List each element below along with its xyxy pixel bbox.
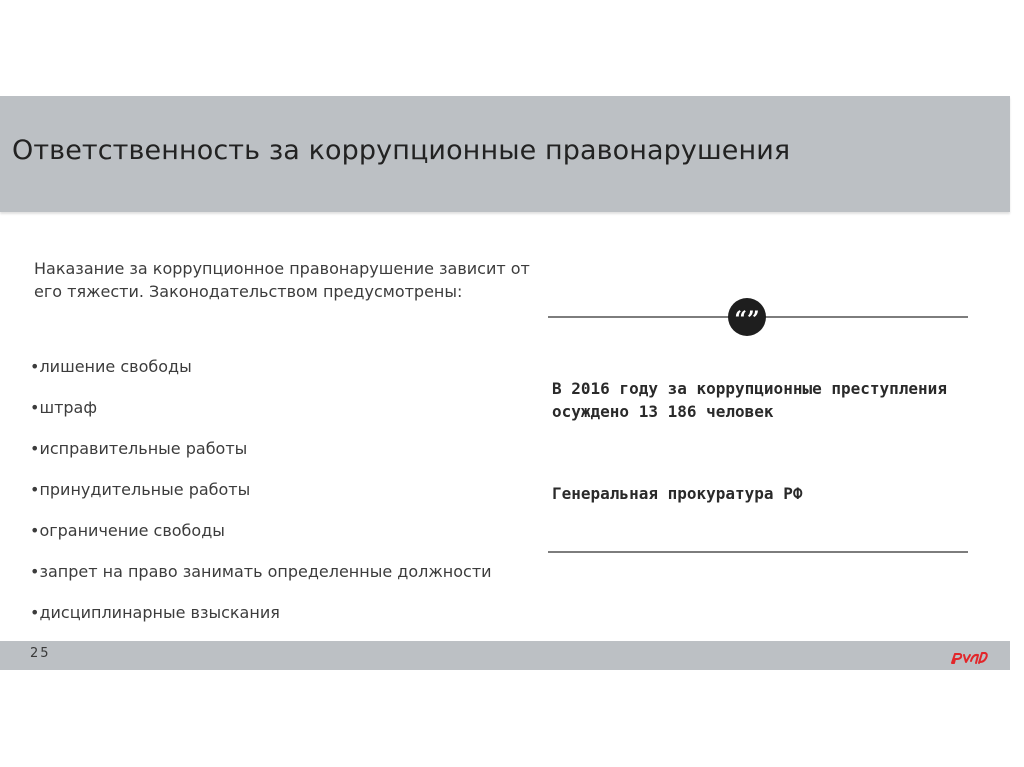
list-item — [30, 478, 530, 501]
intro-text: Наказание за коррупционное правонарушение зависит от его тяжести. Законодательством предусмотрены: — [34, 259, 530, 301]
quote-source: Генеральная прокуратура РФ — [552, 484, 803, 503]
footer-band — [0, 641, 1010, 670]
list-item-text: ограничение свободы — [39, 521, 225, 540]
slide-title: Ответственность за коррупционные правонарушения — [12, 135, 791, 166]
quote-text: В 2016 году за коррупционные преступления осуждено 13 186 человек — [552, 379, 947, 421]
list-item-text: принудительные работы — [39, 480, 251, 499]
bullet-marker: • — [30, 521, 40, 540]
list-item-text: штраф — [39, 398, 98, 417]
penalty-list — [30, 355, 530, 642]
list-item-text: лишение свободы — [39, 357, 192, 376]
quote-icon: “” — [728, 298, 766, 336]
bullet-marker: • — [30, 398, 40, 417]
list-item — [30, 437, 530, 460]
list-item — [30, 519, 530, 542]
bullet-marker: • — [30, 603, 40, 622]
bullet-marker: • — [30, 480, 40, 499]
rzd-logo — [950, 650, 990, 666]
quote-divider-bottom — [548, 551, 968, 553]
page-number: 25 — [30, 646, 51, 661]
list-item-text: исправительные работы — [39, 439, 248, 458]
rzd-logo-mark — [952, 653, 987, 663]
bullet-marker: • — [30, 357, 40, 376]
bullet-marker: • — [30, 562, 40, 581]
list-item-text: дисциплинарные взыскания — [39, 603, 280, 622]
list-item-text: запрет на право занимать определенные должности — [39, 562, 492, 581]
list-item — [30, 355, 530, 378]
bullet-marker: • — [30, 439, 40, 458]
list-item — [30, 560, 530, 583]
list-item — [30, 601, 530, 624]
list-item — [30, 396, 530, 419]
